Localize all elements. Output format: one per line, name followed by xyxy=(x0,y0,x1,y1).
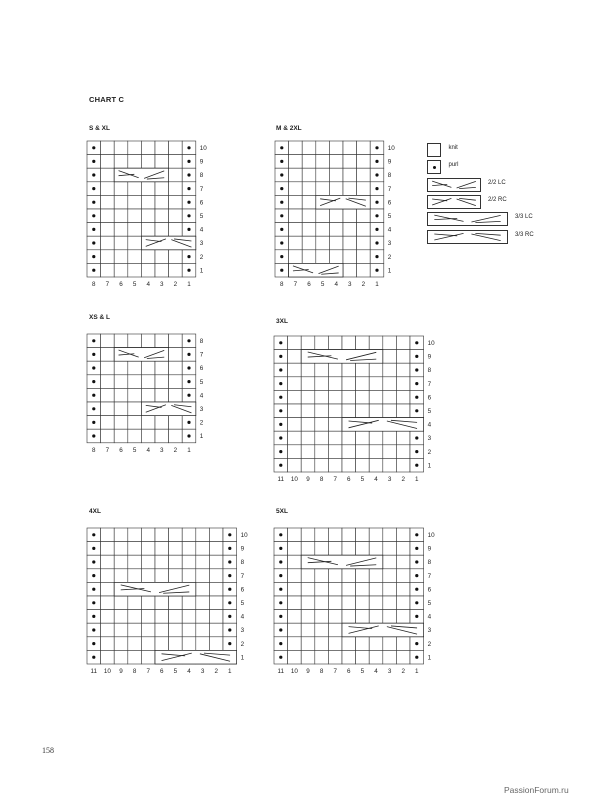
stitch-number: 2 xyxy=(173,281,178,288)
row-number: 10 xyxy=(240,532,248,539)
chart-cell xyxy=(328,569,342,583)
stitch-number: 5 xyxy=(320,281,325,288)
stitch-number: 5 xyxy=(132,446,137,454)
chart-cell xyxy=(383,582,397,596)
cable-icon xyxy=(428,196,482,210)
chart-cell xyxy=(301,582,315,596)
chart-cell xyxy=(328,623,342,637)
row-number: 7 xyxy=(199,351,204,359)
chart-cell xyxy=(369,650,383,664)
chart-cell xyxy=(383,555,397,569)
chart-cell xyxy=(369,610,383,624)
stitch-number: 10 xyxy=(290,668,298,675)
row-number: 8 xyxy=(387,172,392,180)
chart-cell xyxy=(342,569,356,583)
chart-cell xyxy=(315,596,329,610)
stitch-number: 4 xyxy=(146,281,150,288)
stitch-number: 7 xyxy=(105,281,110,288)
chart-cell xyxy=(396,542,410,556)
row-number: 1 xyxy=(387,267,392,275)
stitch-number: 6 xyxy=(347,668,351,675)
row-number: 5 xyxy=(427,408,432,415)
legend-label: 3/3 LC xyxy=(515,214,533,221)
row-number: 1 xyxy=(199,267,204,275)
stitch-number: 4 xyxy=(374,668,378,675)
row-number: 4 xyxy=(199,392,204,400)
row-number: 5 xyxy=(240,600,245,607)
chart-cell xyxy=(288,610,302,624)
chart-cell xyxy=(328,596,342,610)
chart-cell xyxy=(315,528,329,542)
chart-cell xyxy=(396,582,410,596)
stitch-number: 8 xyxy=(92,281,96,288)
stitch-number: 7 xyxy=(105,446,110,454)
legend-label: 3/3 RC xyxy=(515,231,534,238)
chart-cell xyxy=(301,637,315,651)
chart-cell xyxy=(356,528,370,542)
chart-cell xyxy=(328,582,342,596)
chart-cell xyxy=(383,610,397,624)
stitch-number: 1 xyxy=(228,668,232,675)
purl-dot xyxy=(279,560,282,563)
chart-cell xyxy=(396,569,410,583)
chart-cell xyxy=(369,528,383,542)
stitch-number: 1 xyxy=(187,281,191,288)
chart-cell xyxy=(356,582,370,596)
chart-title: S & XL xyxy=(89,125,110,132)
chart-title: 3XL xyxy=(276,318,288,325)
chart-cell xyxy=(288,582,302,596)
row-number: 5 xyxy=(427,600,432,607)
row-number: 9 xyxy=(427,545,432,553)
chart-cell xyxy=(383,596,397,610)
chart-cell xyxy=(315,610,329,624)
row-number: 4 xyxy=(240,613,245,621)
row-number: 7 xyxy=(387,185,392,193)
stitch-number: 11 xyxy=(90,668,98,675)
stitch-number: 10 xyxy=(290,476,298,483)
stitch-number: 5 xyxy=(360,668,365,675)
legend-label: 2/2 RC xyxy=(488,196,507,203)
stitch-number: 4 xyxy=(334,281,338,288)
row-number: 2 xyxy=(199,253,204,261)
row-number: 1 xyxy=(240,654,245,662)
purl-dot xyxy=(279,642,282,645)
chart-cell xyxy=(288,623,302,637)
stitch-number: 11 xyxy=(277,476,285,483)
chart-cell xyxy=(315,623,329,637)
purl-dot xyxy=(415,588,418,591)
chart-cell xyxy=(315,650,329,664)
chart-title: M & 2XL xyxy=(276,125,302,132)
row-number: 6 xyxy=(240,586,245,594)
stitch-number: 1 xyxy=(415,668,419,675)
chart-cell xyxy=(383,650,397,664)
cable-icon xyxy=(428,179,482,193)
row-number: 5 xyxy=(387,213,392,220)
chart-cell xyxy=(396,637,410,651)
chart-cell xyxy=(288,650,302,664)
chart-cell xyxy=(356,596,370,610)
stitch-number: 4 xyxy=(146,446,150,454)
purl-dot xyxy=(415,656,418,659)
row-number: 4 xyxy=(199,226,204,234)
row-number: 6 xyxy=(199,199,204,207)
stitch-number: 7 xyxy=(293,281,298,288)
stitch-number: 3 xyxy=(387,668,392,675)
page-number: 158 xyxy=(42,746,54,755)
stitch-number: 7 xyxy=(333,668,337,675)
row-number: 6 xyxy=(199,365,204,373)
purl-dot xyxy=(415,642,418,645)
chart-cell xyxy=(356,569,370,583)
chart-cell xyxy=(301,569,315,583)
row-number: 6 xyxy=(387,199,392,207)
purl-dot xyxy=(415,547,418,550)
chart-title: XS & L xyxy=(89,314,110,321)
cable-left-cross-2 xyxy=(428,179,480,191)
stitch-number: 2 xyxy=(361,281,366,288)
chart-cell xyxy=(369,542,383,556)
chart-cell xyxy=(342,596,356,610)
row-number: 7 xyxy=(427,572,432,580)
row-number: 8 xyxy=(427,559,432,567)
chart-cell xyxy=(301,528,315,542)
cable-right-cross-1 xyxy=(342,623,424,637)
row-number: 4 xyxy=(387,226,392,234)
purl-dot xyxy=(415,615,418,618)
chart-cell xyxy=(369,596,383,610)
stitch-number: 6 xyxy=(119,446,123,454)
chart-cell xyxy=(369,569,383,583)
row-number: 3 xyxy=(427,435,432,443)
stitch-number: 8 xyxy=(319,668,324,675)
chart-cell xyxy=(383,569,397,583)
chart-cell xyxy=(369,582,383,596)
chart-cell xyxy=(328,528,342,542)
chart-cell xyxy=(396,555,410,569)
chart-title: 5XL xyxy=(276,508,288,515)
chart-cell xyxy=(315,569,329,583)
chart-cell xyxy=(356,650,370,664)
stitch-number: 9 xyxy=(119,668,123,675)
row-number: 8 xyxy=(199,172,204,180)
stitch-number: 10 xyxy=(103,668,111,675)
stitch-number: 5 xyxy=(360,476,365,483)
chart-cell xyxy=(383,542,397,556)
row-number: 3 xyxy=(427,627,432,635)
purl-dot xyxy=(415,560,418,563)
row-number: 3 xyxy=(199,240,204,248)
chart-cell xyxy=(301,596,315,610)
chart-cell xyxy=(356,610,370,624)
chart-cell xyxy=(396,650,410,664)
purl-dot xyxy=(279,533,282,536)
row-number: 9 xyxy=(427,353,432,361)
chart-cell xyxy=(301,650,315,664)
stitch-number: 3 xyxy=(160,446,164,454)
row-number: 8 xyxy=(240,559,245,567)
stitch-number: 3 xyxy=(200,668,205,675)
row-number: 7 xyxy=(427,380,432,388)
purl-dot xyxy=(279,601,282,604)
stitch-number: 1 xyxy=(187,446,191,454)
row-number: 2 xyxy=(427,448,432,456)
stitch-number: 8 xyxy=(132,668,137,675)
stitch-number: 2 xyxy=(401,668,405,675)
legend-label: 2/2 LC xyxy=(488,179,506,186)
legend-label: purl xyxy=(448,162,459,169)
chart-cell xyxy=(328,542,342,556)
row-number: 4 xyxy=(427,613,432,621)
row-number: 8 xyxy=(427,367,432,375)
stitch-number: 6 xyxy=(119,281,123,288)
stitch-number: 9 xyxy=(306,476,310,483)
chart-cell xyxy=(288,569,302,583)
row-number: 1 xyxy=(199,433,204,441)
row-number: 2 xyxy=(199,419,204,427)
stitch-number: 2 xyxy=(173,446,178,454)
chart-grid xyxy=(274,528,424,664)
cable-left-cross-4 xyxy=(428,213,507,225)
stitch-number: 5 xyxy=(132,281,137,288)
chart-cell xyxy=(342,582,356,596)
chart-cell xyxy=(315,637,329,651)
chart-cell xyxy=(396,596,410,610)
chart-cell xyxy=(383,637,397,651)
stitch-number: 8 xyxy=(280,281,284,288)
legend-symbol-2-2-rc xyxy=(427,195,481,209)
legend-symbol-2-2-lc xyxy=(427,178,481,192)
purl-dot xyxy=(279,574,282,577)
stitch-number: 3 xyxy=(387,476,392,483)
chart-cell xyxy=(315,582,329,596)
row-number: 2 xyxy=(240,640,245,648)
legend-symbol-3-3-rc xyxy=(427,230,508,244)
chart-heading: CHART C xyxy=(89,95,125,104)
chart-cell xyxy=(288,542,302,556)
stitch-number: 4 xyxy=(187,668,191,675)
chart-cell xyxy=(342,610,356,624)
row-number: 2 xyxy=(387,253,392,261)
purl-dot xyxy=(415,601,418,604)
row-number: 9 xyxy=(199,158,204,166)
row-number: 6 xyxy=(427,394,432,402)
row-number: 9 xyxy=(240,545,245,553)
stitch-number: 6 xyxy=(307,281,311,288)
stitch-number: 6 xyxy=(160,668,164,675)
chart-cell xyxy=(301,542,315,556)
chart-cell xyxy=(342,637,356,651)
stitch-number: 7 xyxy=(146,668,150,675)
chart-cell xyxy=(356,542,370,556)
chart-cell xyxy=(288,555,302,569)
cable-right-cross-3 xyxy=(428,196,480,208)
cable-left-cross-0 xyxy=(301,555,383,569)
stitch-number: 8 xyxy=(92,446,96,454)
row-number: 8 xyxy=(199,338,204,345)
stitch-number: 3 xyxy=(348,281,352,288)
chart-cell xyxy=(328,637,342,651)
chart-cell xyxy=(288,596,302,610)
row-number: 3 xyxy=(387,240,392,248)
chart-cell xyxy=(301,623,315,637)
chart-cell xyxy=(301,610,315,624)
chart-title: 4XL xyxy=(89,508,101,515)
chart-cell xyxy=(342,650,356,664)
row-number: 4 xyxy=(427,421,432,429)
stitch-number: 11 xyxy=(277,668,285,675)
chart-cell xyxy=(396,528,410,542)
purl-dot xyxy=(279,628,282,631)
row-number: 5 xyxy=(199,213,204,220)
chart-cell xyxy=(356,637,370,651)
purl-dot-icon xyxy=(433,166,436,169)
row-number: 10 xyxy=(427,340,435,347)
cable-icon xyxy=(428,213,509,227)
row-number: 3 xyxy=(240,627,245,635)
stitch-number: 6 xyxy=(347,476,351,483)
purl-dot xyxy=(279,547,282,550)
row-number: 10 xyxy=(387,145,395,152)
purl-dot xyxy=(279,588,282,591)
row-number: 5 xyxy=(199,378,204,386)
row-number: 7 xyxy=(199,185,204,193)
watermark: PassionForum.ru xyxy=(504,785,569,795)
stitch-number: 2 xyxy=(214,668,218,675)
chart-cell xyxy=(328,610,342,624)
row-number: 2 xyxy=(427,640,432,648)
row-number: 3 xyxy=(199,406,204,413)
legend-symbol-3-3-lc xyxy=(427,212,508,226)
row-number: 10 xyxy=(199,145,207,152)
legend-symbol-knit xyxy=(427,143,441,157)
stitch-number: 9 xyxy=(306,668,310,675)
stitch-number: 5 xyxy=(173,668,178,675)
chart-cell xyxy=(315,542,329,556)
stitch-number: 8 xyxy=(319,476,324,483)
stitch-number: 3 xyxy=(160,281,164,288)
chart-cell xyxy=(288,637,302,651)
stitch-number: 1 xyxy=(415,476,419,483)
cable-right-cross-5 xyxy=(428,231,507,243)
row-number: 6 xyxy=(427,586,432,594)
legend-symbol-purl xyxy=(427,160,441,174)
chart-cell xyxy=(288,528,302,542)
stitch-number: 2 xyxy=(401,476,405,483)
stitch-number: 7 xyxy=(333,476,337,483)
row-number: 1 xyxy=(427,462,432,470)
chart-cell xyxy=(396,610,410,624)
purl-dot xyxy=(415,533,418,536)
chart-cell xyxy=(383,528,397,542)
row-number: 10 xyxy=(427,532,435,539)
chart-cell xyxy=(369,637,383,651)
purl-dot xyxy=(279,615,282,618)
chart-cell xyxy=(342,542,356,556)
purl-dot xyxy=(279,656,282,659)
cable-icon xyxy=(428,231,509,245)
chart-cell xyxy=(342,528,356,542)
chart-cell xyxy=(328,650,342,664)
row-number: 7 xyxy=(240,572,245,580)
stitch-number: 1 xyxy=(375,281,379,288)
purl-dot xyxy=(415,574,418,577)
row-number: 1 xyxy=(427,654,432,662)
stitch-number: 4 xyxy=(374,476,378,483)
legend-label: knit xyxy=(448,145,458,151)
row-number: 9 xyxy=(387,158,392,166)
